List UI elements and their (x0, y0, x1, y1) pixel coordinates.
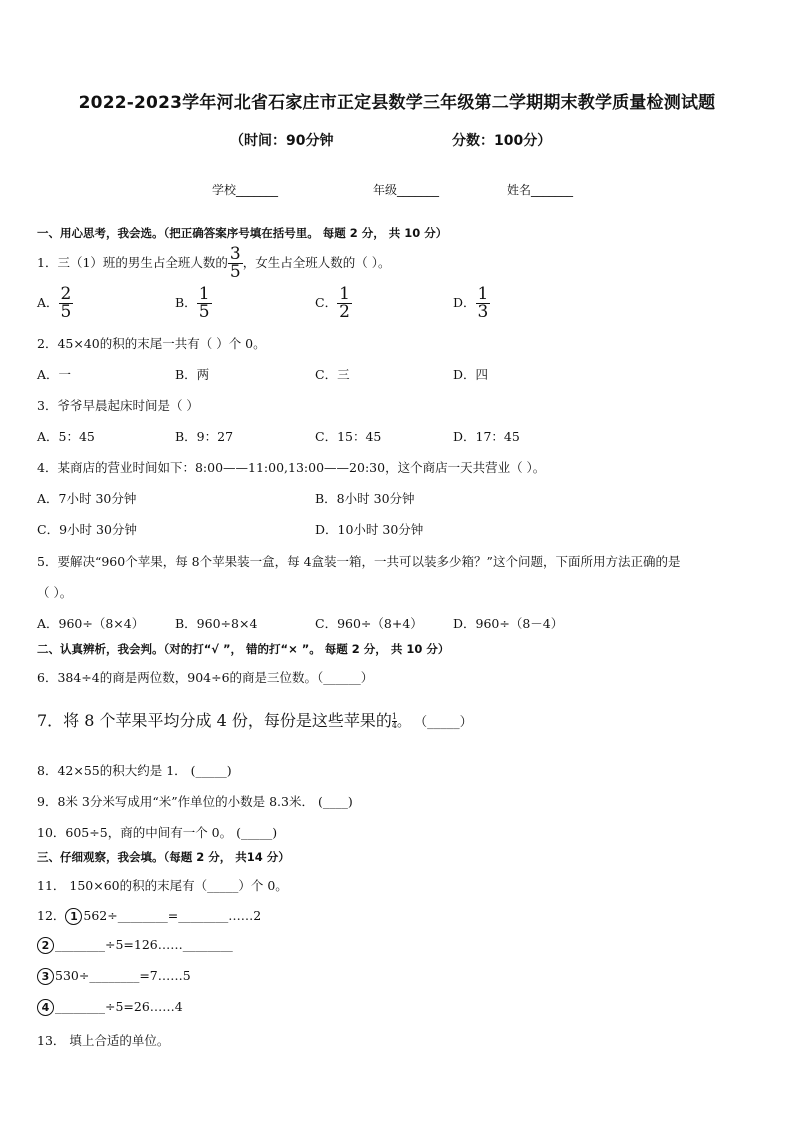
question-13: 13． 填上合适的单位。 (37, 1033, 170, 1048)
exam-time: （时间：90分钟 (230, 133, 334, 149)
question-11: 11． 150×60的积的末尾有（_____）个 0。 (37, 878, 288, 893)
q5-option-b: B．960÷8×4 (175, 616, 258, 631)
page-title: 2022-2023学年河北省石家庄市正定县数学三年级第二学期期末教学质量检测试题 (78, 93, 716, 113)
q3-option-a: A．5：45 (37, 429, 95, 444)
name-field: 姓名_______ (507, 183, 574, 197)
section-3-heading: 三、仔细观察，我会填。（每题 2 分， 共14 分） (37, 850, 290, 864)
q3-option-c: C．15：45 (315, 429, 382, 444)
question-2: 2．45×40的积的末尾一共有（ ）个 0。 (37, 336, 266, 351)
q2-option-c: C．三 (315, 367, 350, 382)
circled-number-1: 1 (65, 908, 82, 925)
q2-option-a: A．一 (37, 367, 72, 382)
circled-number-4: 4 (37, 999, 54, 1016)
question-8: 8．42×55的积大约是 1． (_____) (37, 763, 232, 778)
question-12-part-1: 12． 1 562÷________=________……2 (37, 908, 262, 923)
circled-number-3: 3 (37, 968, 54, 985)
circled-number-2: 2 (37, 937, 54, 954)
grade-field: 年级_______ (373, 183, 440, 197)
q1-option-d: D． $\frac{1}{3}$ (453, 284, 489, 322)
question-7-blank: 。 （_____） (396, 715, 473, 730)
question-6: 6．384÷4的商是两位数，904÷6的商是三位数。（______） (37, 670, 374, 685)
q5-option-c: C．960÷（8+4） (315, 616, 423, 631)
q3-option-d: D．17：45 (453, 429, 520, 444)
question-4: 4．某商店的营业时间如下：8:00——11:00,13:00——20:30，这个商店一天共营业（ ）。 (37, 460, 546, 475)
question-10: 10．605÷5，商的中间有一个 0。 (_____) (37, 825, 278, 840)
q4-option-b: B．8小时 30分钟 (315, 491, 415, 506)
question-9: 9．8米 3分米写成用“米”作单位的小数是 8.3米． (____) (37, 794, 353, 809)
question-12-part-2: 2 ________÷5=126……________ (37, 937, 233, 954)
question-3: 3．爷爷早晨起床时间是（ ） (37, 398, 199, 413)
q5-option-d: D．960÷（8－4） (453, 616, 564, 631)
section-1-heading: 一、用心思考，我会选。（把正确答案序号填在括号里。 每题 2 分， 共 10 分） (37, 226, 448, 240)
fraction: $\frac{3}{5}$ (229, 244, 241, 282)
school-field: 学校_______ (212, 183, 279, 197)
q4-option-a: A．7小时 30分钟 (37, 491, 137, 506)
question-7-text: 7．将 8 个苹果平均分成 4 份，每份是这些苹果的 (37, 711, 392, 730)
q1-option-c: C． $\frac{1}{2}$ (315, 284, 350, 322)
question-12-part-4: 4 ________÷5=26……4 (37, 999, 183, 1016)
q3-option-b: B．9：27 (175, 429, 234, 444)
question-1 (37, 246, 390, 281)
question-5: 5．要解决“960个苹果，每 8个苹果装一盒，每 4盒装一箱，一共可以装多少箱？”这个问题，下面所用方法正确的是 (37, 554, 681, 569)
question-7 (37, 708, 473, 731)
q4-option-c: C．9小时 30分钟 (37, 522, 137, 537)
question-5-blank: （ ）。 (37, 585, 73, 600)
question-12-part-3: 3 530÷________=7……5 (37, 968, 191, 985)
question-1-text-end: ，女生占全班人数的（ ）。 (242, 255, 391, 270)
fraction: $\frac{1}{4}$ (391, 712, 397, 730)
question-1-text: 1．三（1）班的男生占全班人数的 (37, 255, 228, 270)
q1-option-b: B． $\frac{1}{5}$ (175, 284, 210, 322)
exam-score: 分数：100分） (452, 133, 552, 149)
q4-option-d: D．10小时 30分钟 (315, 522, 424, 537)
q2-option-b: B．两 (175, 367, 210, 382)
section-2-heading: 二、认真辨析，我会判。（对的打“√ ”， 错的打“× ”。 每题 2 分， 共 10 分） (37, 642, 450, 656)
q1-option-a: A． $\frac{2}{5}$ (37, 284, 72, 322)
q2-option-d: D．四 (453, 367, 489, 382)
q5-option-a: A．960÷（8×4） (37, 616, 145, 631)
